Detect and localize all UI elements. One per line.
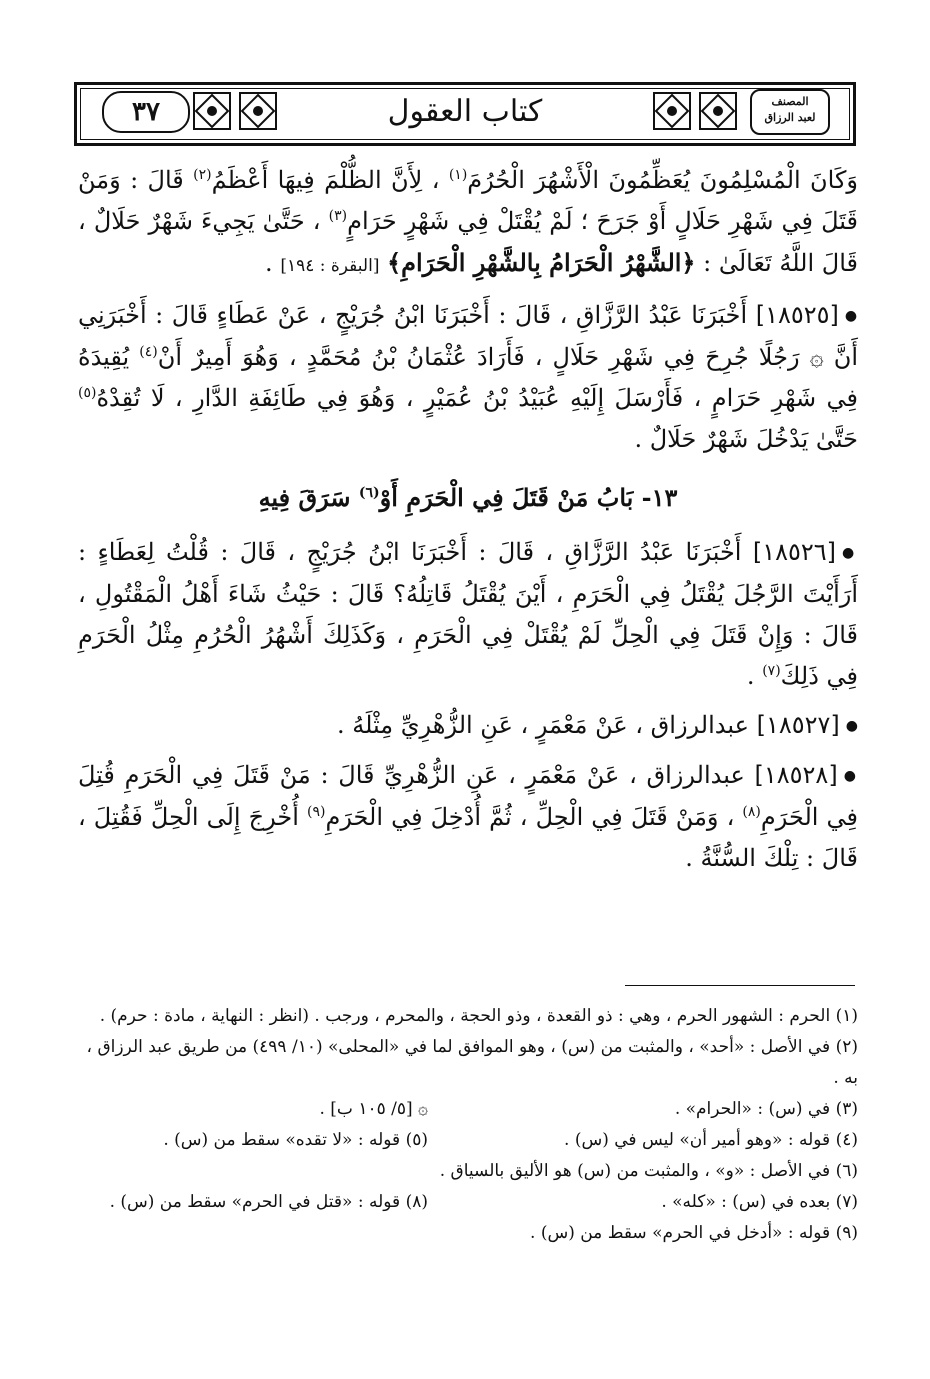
main-text [78, 160, 858, 879]
chapter-running-title: كتاب العقول [387, 94, 543, 129]
footnote-ref: (١) [448, 167, 468, 183]
verse-reference: [البقرة : ١٩٤] [280, 256, 380, 276]
footnote-ref: (٢) [193, 167, 212, 183]
footnote-3: (٣) في (س) : «الحرام» . [674, 1099, 858, 1119]
text-segment: عبدالرزاق ، عَنْ مَعْمَرٍ ، عَنِ الزُّهْرِيِّ قَالَ : مَنْ قَتَلَ فِي الْحَرَمِ قُتِلَ فِي الْحَرَمِ [78, 761, 858, 831]
ornament-icon [192, 91, 232, 131]
quran-verse: ﴿الشَّهْرُ الْحَرَامُ بِالشَّهْرِ الْحَرَامِ﴾ [387, 248, 696, 277]
footnotes [78, 1001, 858, 1249]
text-segment: وَكَانَ الْمُسْلِمُونَ يُعَظِّمُونَ الْأَشْهُرَ الْحُرُمَ [467, 166, 859, 194]
ornament-icon [652, 91, 692, 131]
text-segment: يُقِيدَهُ فِي شَهْرِ حَرَامٍ ، فَأَرْسَلَ إِلَيْهِ عُبَيْدُ بْنُ عُمَيْرٍ ، وَهُوَ فِي طَائِفَةِ الدَّارِ ، لَا تُقِدْهُ [78, 343, 858, 412]
text-segment: حَتَّىٰ يَدْخُلَ شَهْرٌ حَلَالٌ . [634, 425, 858, 453]
chapter-title-end: سَرَقَ فِيهِ [258, 483, 351, 512]
footnote-4: (٤) قوله : «وهو أمير أن» ليس في (س) . [564, 1130, 858, 1150]
hadith-number: [١٨٥٢٥] [755, 301, 839, 329]
logo-line-2: لعبد الرزاق [764, 111, 816, 124]
text-segment: . [746, 662, 755, 690]
intro-paragraph [78, 160, 858, 287]
footnote-2: (٢) في الأصل : «أحد» ، والمثبت من (س) ، وهو الموافق لما في «المحلى» (١٠/ ٤٩٩) من طريق عبد الرزاق ، [86, 1037, 858, 1057]
footnote-2-cont: به . [833, 1068, 858, 1088]
bullet-icon: ● [845, 718, 858, 734]
footnote-6: (٦) في الأصل : «و» ، والمثبت من (س) هو الأليق بالسياق . [439, 1161, 858, 1181]
text-segment: ، لِأَنَّ الظُّلْمَ فِيهَا أَعْظَمُ [211, 166, 440, 194]
bullet-icon: ● [843, 768, 858, 784]
footnote-ref: (٥) [78, 385, 97, 401]
footnote-row [78, 1187, 858, 1218]
hadith-18528 [78, 755, 858, 879]
footnote-8: (٨) قوله : «قتل في الحرم» سقط من (س) . [109, 1192, 428, 1212]
text-segment: أَخْبَرَنَا عَبْدُ الرَّزَّاقِ ، قَالَ : أَخْبَرَنَا ابْنُ جُرَيْجٍ ، قَالَ : قُلْتُ لِعَطَاءٍ : أَرَأَيْتَ الرَّجُلَ يُقْتَلُ فِي الْحَرَمِ ، أَيْنَ يُقْتَلُ قَاتِلُهُ؟ قَالَ : حَيْثُ شَاءَ أَهْلُ الْمَقْتُولِ ، قَالَ : وَإِنْ قَتَلَ فِي الْحِلِّ لَمْ يُقْتَلْ فِي الْحَرَمِ ، وَكَذَلِكَ أَشْهُرُ الْحُرُمِ مِثْلُ الْحَرَمِ فِي ذَلِكَ [78, 538, 858, 690]
manuscript-folio-note: ۞ [٥/ ١٠٥ ب] . [319, 1099, 428, 1119]
text-segment: عبدالرزاق ، عَنْ مَعْمَرٍ ، عَنِ الزُّهْرِيِّ مِثْلَهُ . [336, 711, 749, 739]
text-segment: . [265, 249, 273, 277]
ornament-icon [698, 91, 738, 131]
ornament-icon [238, 91, 278, 131]
footnote-ref: (٨) [742, 804, 761, 820]
chapter-title: ١٣- بَابُ مَنْ قَتَلَ فِي الْحَرَمِ أَوْ [379, 483, 678, 512]
logo-line-1: المصنف [771, 95, 809, 108]
page-number-badge [102, 91, 190, 133]
bullet-icon: ● [844, 308, 859, 324]
footnote-ref: (٧) [762, 663, 781, 679]
hadith-18525 [78, 295, 858, 460]
footnote-9: (٩) قوله : «أدخل في الحرم» سقط من (س) . [530, 1223, 858, 1243]
footnote-5: (٥) قوله : «لا تقده» سقط من (س) . [163, 1130, 428, 1150]
chapter-heading [78, 478, 858, 518]
footnote-ref: (٩) [306, 804, 326, 820]
book-logo-text [752, 94, 828, 126]
hadith-18527 [78, 705, 858, 747]
book-logo [750, 89, 830, 135]
footnote-row [78, 1125, 858, 1156]
text-segment: ، وَمَنْ قَتَلَ فِي الْحِلِّ ، ثُمَّ أُدْخِلَ فِي الْحَرَمِ [325, 803, 735, 831]
text-segment: أُخْرِجَ إِلَى الْحِلِّ فَقُتِلَ ، قَالَ : تِلْكَ السُّنَّةُ . [78, 803, 858, 872]
footnote-ref: (٤) [139, 344, 158, 360]
text-segment: قَالَ : وَمَنْ قَتَلَ فِي شَهْرِ حَلَالٍ أَوْ جَرَحَ ؛ لَمْ يُقْتَلْ فِي شَهْرٍ حَرَامٍ [78, 166, 859, 235]
text-segment: أَخْبَرَنَا عَبْدُ الرَّزَّاقِ ، قَالَ : أَخْبَرَنَا ابْنُ جُرَيْجٍ ، عَنْ عَطَاءٍ قَالَ : أَخْبَرَنِي أَنَّ ۞ رَجُلًا جُرِحَ فِي شَهْرِ حَلَالٍ ، فَأَرَادَ عُثْمَانُ بْنُ مُحَمَّدٍ ، وَهُوَ أَمِيرٌ أَنْ [78, 301, 858, 371]
footnote-row [78, 1094, 858, 1125]
page-header [74, 82, 856, 146]
page-number: ٣٧ [132, 97, 160, 127]
hadith-number: [١٨٥٢٧] [756, 711, 840, 739]
footnote-1: (١) الحرم : الشهور الحرم ، وهي : ذو القعدة ، وذو الحجة ، والمحرم ، ورجب . (انظر : النهاية ، مادة : حرم) . [99, 1006, 858, 1026]
footnote-7: (٧) بعده في (س) : «كله» . [661, 1192, 858, 1212]
hadith-number: [١٨٥٢٨] [754, 761, 838, 789]
hadith-number: [١٨٥٢٦] [752, 538, 837, 566]
bullet-icon: ● [842, 545, 858, 561]
hadith-18526 [78, 532, 858, 697]
footnote-separator [625, 985, 855, 986]
footnote-ref: (٣) [328, 208, 348, 224]
text-segment: ، حَتَّىٰ يَجِيءَ شَهْرٌ حَلَالٌ ، قَالَ اللَّهُ تَعَالَىٰ : [78, 207, 858, 277]
footnote-ref: (٦) [358, 485, 380, 501]
